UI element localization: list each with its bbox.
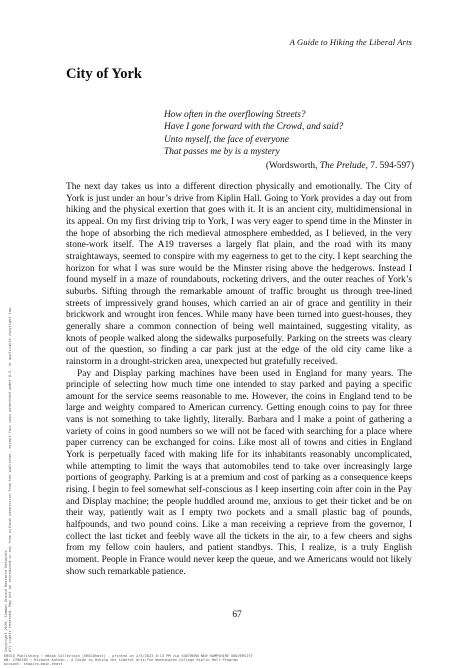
footer-line: EBSCO Publishing : eBook Collection (EBSCOhost) - printed on 2/3/2023 8:13 PM via SOUTHERN NEW HAMPSHIRE UNIVERSITY [4, 654, 253, 658]
citation-work: The Prelude [319, 160, 366, 171]
paragraph: The next day takes us into a different direction physically and emotionally. The City of York is just under an hour’s drive from Kiplin Hall. Going to York provides a day out from hiking and the physical exertion that goes with it. It is an ancient city, multidimensional in its appeal. On my first driving trip to York, I was very eager to spend time in the Minster in the hope of absorbing the rich medieval atmosphere embedded, as I believed, in the very stone-work itself. The A19 traverses a largely flat plain, and the road with its many straightaways, seemed to conspire with my eagerness to get to the city. I kept searching the horizon for what I was sure would be the Minster rising above the hedgerows. Instead I found myself in a maze of roundabouts, rocketing drivers, and the outer reaches of York’s suburbs. Sifting through the remarkable amount of traffic brought us through tree-lined streets of impressively grand houses, which carried an air of grace and gentility in their brickwork and wrought iron fences. While many have been turned into guest-houses, they generally share a common connection of being well maintained, suggesting vitality, as knots of people walked along the sidewalks purposefully. Parking on the streets was cleary out of the question, so finding a car park just at the edge of the old city came like a rainstorm in a drought-stricken area, unexpected but gratefully received. [66, 182, 412, 367]
footer-line: AN: 2700785 ; Richard Kathan.; A Guide to Hiking the Liberal Arts:The Washington College Kiplin Hall Program [4, 658, 238, 663]
epigraph-line: How often in the overflowing Streets? [164, 110, 306, 120]
footer-line: Account: shapiro.main.ehost [4, 662, 63, 667]
side-copyright-notice [4, 160, 12, 652]
epigraph-citation [164, 160, 414, 172]
epigraph [164, 109, 414, 172]
paragraph: Pay and Display parking machines have been used in England for many years. The principle of selecting how much time one intended to stay parked and paying a specific amount for the service seems reasonable to me. However, the coins in England tend to be large and weighty compared to American currency. Getting enough coins to pay for three vans is not something to take lightly, literally. Barbara and I make a point of gathering a variety of coins in good numbers so we will not be faced with searching for a place where paper currency can be exchanged for coins. Like most all of towns and cities in England York is perpetually faced with making life for its inhabitants reasonably uncomplicated, while attempting to limit the ways that automobiles tend to take over increasingly large portions of geography. Parking is at a premium and cost of parking as a consequence keeps rising. I begin to feel somewhat self-conscious as I keep inserting coin after coin in the Pay and Display machine; the people huddled around me, anxious to get their ticket and be on their way, patiently wait as I empty two pockets and a small plastic bag of pounds, halfpounds, and two pound coins. Like a man receiving a reprieve from the governor, I collect the last ticket and feebly wave all the tickets in the air, to a few cheers and sighs from my fellow coin haulers, and patient standbys. This, I realize, is a truly English moment. People in France would never keep the queue, and we Americans would not likely show such remarkable patience. [66, 368, 412, 577]
epigraph-line: Unto myself, the face of everyone [164, 134, 289, 145]
copyright-line: All rights reserved. May not be reproduced in any form without permission from the publisher, except fair uses permitted under U.S. or applicable copyright law. [8, 305, 13, 652]
epigraph-line: Have I gone forward with the Crowd, and said? [164, 122, 344, 133]
chapter-title: City of York [66, 66, 142, 82]
copyright-line: Copyright 2020. Common Ground Research Networks. [4, 548, 8, 652]
citation-author: (Wordsworth, [265, 160, 320, 171]
body-text [66, 182, 412, 578]
page-number: 67 [232, 610, 242, 620]
epigraph-line: That passes me by is a mystery [164, 147, 280, 158]
citation-ref: , 7. 594-597) [365, 160, 414, 171]
ebsco-footer [4, 654, 253, 667]
running-header: A Guide to Hiking the Liberal Arts [289, 37, 412, 47]
